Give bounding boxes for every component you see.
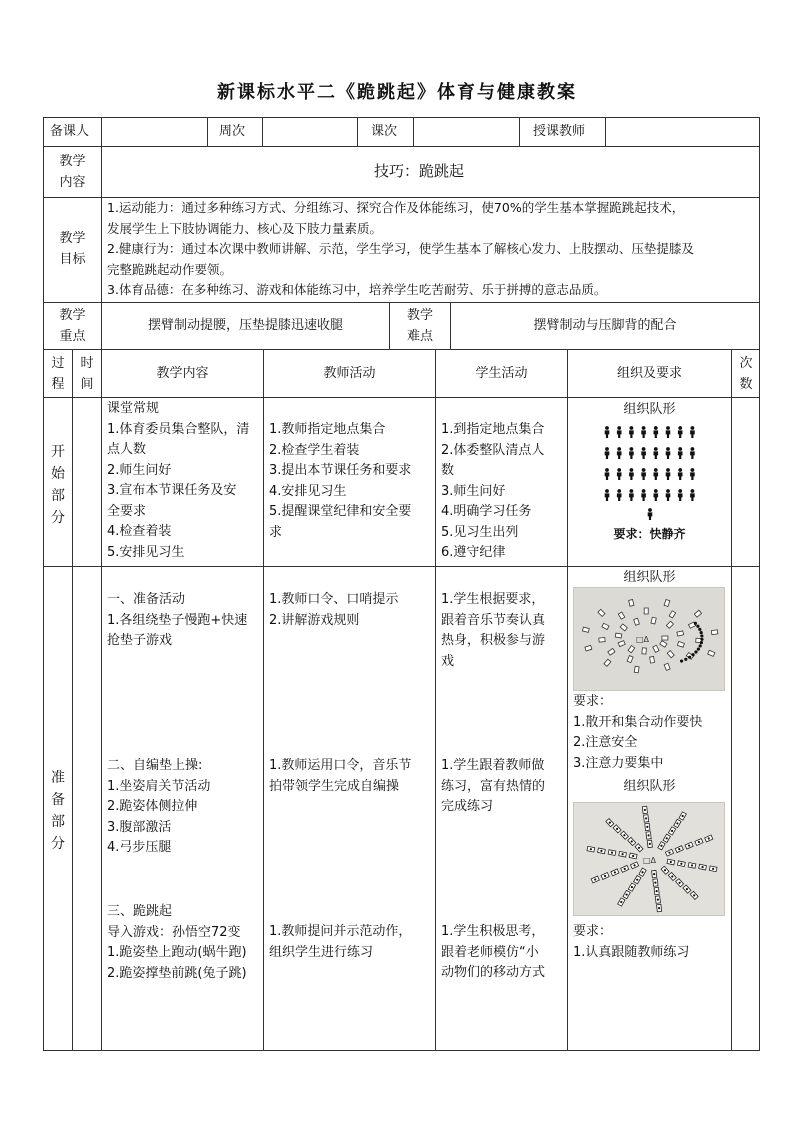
student-dot-icon <box>691 864 693 866</box>
prep-part2-teacher: 1.教师运用口令，音乐节 拍带领学生完成自编操 <box>269 758 412 794</box>
student-figure-icon <box>690 468 695 480</box>
student-figure-icon <box>654 468 659 480</box>
student-dot-icon <box>632 855 634 857</box>
student-dot-icon <box>656 890 658 892</box>
student-figure-icon <box>678 468 683 480</box>
prep-part2-content: 二、自编垫上操: 1.坐姿肩关节活动 2.跪姿体侧拉伸 3.腹部激活 4.弓步压腿 <box>107 758 211 855</box>
student-dot-icon <box>600 850 602 852</box>
student-figure-icon <box>666 468 671 480</box>
student-figure-icon <box>654 426 659 438</box>
student-figure-icon <box>629 468 634 480</box>
prep-part2-org-title: 组织队形 <box>623 779 676 794</box>
student-figure-icon <box>641 426 646 438</box>
start-org-requirement: 要求：快静齐 <box>613 527 686 541</box>
col-organization: 组织及要求 <box>616 366 682 381</box>
student-dot-icon <box>657 898 659 900</box>
student-dot-icon <box>700 634 703 637</box>
mat-icon <box>642 648 646 654</box>
start-content: 课堂常规 1.体育委员集合整队，清 点人数 2.师生问好 3.宣布本节课任务及安 全要求 4.检查着装 5.安排见习生 <box>107 401 250 560</box>
student-dot-icon <box>696 625 699 628</box>
student-dot-icon <box>693 894 695 896</box>
student-dot-icon <box>647 834 649 836</box>
student-figure-icon <box>678 447 683 459</box>
student-dot-icon <box>671 830 673 832</box>
col-student: 学生活动 <box>475 366 528 381</box>
prep-part1-requirements: 要求： 1.散开和集合动作要快 2.注意安全 3.注意力要集中 <box>573 694 703 771</box>
teacher-label: 授课教师 <box>533 124 586 139</box>
student-figure-icon <box>629 426 634 438</box>
mat-icon <box>711 630 718 635</box>
prep-section-label: 准 备 部 分 <box>51 770 65 852</box>
teacher-figure-icon <box>648 508 653 520</box>
student-figure-icon <box>690 447 695 459</box>
student-figure-icon <box>641 468 646 480</box>
col-process: 过 程 <box>51 356 65 392</box>
student-dot-icon <box>644 809 646 811</box>
difficulty-value: 摆臂制动与压脚背的配合 <box>533 318 677 333</box>
student-dot-icon <box>636 879 638 881</box>
mat-icon <box>644 608 648 614</box>
col-time: 时 间 <box>80 356 94 392</box>
student-dot-icon <box>686 888 688 890</box>
key-points-value: 摆臂制动提腰，压垫提膝迅速收腿 <box>147 318 343 333</box>
mat-icon <box>599 638 605 642</box>
teacher-value[interactable] <box>608 122 756 142</box>
student-dot-icon <box>654 881 656 883</box>
exercise-formation-photo <box>573 802 725 916</box>
start-student-activity: 1.到指定地点集合 2.体委整队清点人 数 3.师生问好 4.明确学习任务 5.见习生出列 6.遵守纪律 <box>441 422 545 560</box>
student-dot-icon <box>682 815 684 817</box>
student-dot-icon <box>604 875 606 877</box>
student-dot-icon <box>697 647 700 650</box>
col-content: 教学内容 <box>156 366 209 381</box>
student-dot-icon <box>641 871 643 873</box>
teaching-content-value: 技巧：跪跳起 <box>374 162 465 180</box>
mat-icon <box>634 666 639 673</box>
student-figure-icon <box>654 447 659 459</box>
teaching-content-label: 教学 内容 <box>59 154 86 190</box>
student-dot-icon <box>623 834 625 836</box>
student-figure-icon <box>605 468 610 480</box>
student-dot-icon <box>698 841 700 843</box>
student-figure-icon <box>617 426 622 438</box>
mat-icon <box>650 657 655 664</box>
student-figure-icon <box>666 489 671 501</box>
student-dot-icon <box>611 851 613 853</box>
prep-part1-teacher: 1.教师口令、口哨提示 2.讲解游戏规则 <box>269 592 399 628</box>
student-figure-icon <box>678 426 683 438</box>
student-dot-icon <box>633 864 635 866</box>
week-value[interactable] <box>265 122 355 142</box>
student-dot-icon <box>645 817 647 819</box>
student-figure-icon <box>605 447 610 459</box>
student-figure-icon <box>605 426 610 438</box>
student-dot-icon <box>691 653 694 656</box>
student-figure-icon <box>666 447 671 459</box>
student-dot-icon <box>694 650 697 653</box>
prep-part1-org-title: 组织队形 <box>623 570 676 585</box>
student-dot-icon <box>653 873 655 875</box>
student-figure-icon <box>605 489 610 501</box>
student-figure-icon <box>654 489 659 501</box>
student-dot-icon <box>680 659 683 662</box>
student-dot-icon <box>678 882 680 884</box>
student-figure-icon <box>617 447 622 459</box>
student-figure-icon <box>641 447 646 459</box>
col-teacher: 教师活动 <box>323 366 376 381</box>
warmup-formation-photo <box>573 587 725 691</box>
student-dot-icon <box>694 622 697 625</box>
week-label: 周次 <box>219 124 246 139</box>
student-dot-icon <box>614 871 616 873</box>
teaching-goals-text: 1.运动能力：通过多种练习方式、分组练习、探究合作及体能练习，使70%的学生基本掌握跪跳起技术， 发展学生上下肢协调能力、核心及下肢力量素质。 2.健康行为：通过本次课中教师讲解、示范，学生学习，使学生基本了解核心发力、上肢摆动、压垫提膝及 完整跪跳起动作要领。 3.体育品德：在多种练习、游戏和体能练习中，培养学生吃苦耐劳、乐于拼搏的意志品质。 <box>107 200 694 297</box>
student-dot-icon <box>670 861 672 863</box>
prep-part3-content: 三、跪跳起 导入游戏：孙悟空72变 1.跪姿垫上跑动(蜗牛跑) 2.跪姿撑垫前跳(兔子跳) <box>107 904 247 981</box>
teaching-goals-label: 教学 目标 <box>59 231 86 267</box>
start-org-title: 组织队形 <box>623 402 676 417</box>
student-dot-icon <box>646 826 648 828</box>
student-dot-icon <box>616 828 618 830</box>
student-figure-icon <box>629 489 634 501</box>
student-figure-icon <box>690 489 695 501</box>
prep-part3-teacher: 1.教师提问并示范动作， 组织学生进行练习 <box>269 924 412 960</box>
prep-part3-student: 1.学生积极思考， 跟着老师模仿“小 动物们的移动方式 <box>441 924 546 980</box>
mat-icon <box>677 631 684 636</box>
student-dot-icon <box>678 848 680 850</box>
student-dot-icon <box>590 848 592 850</box>
student-dot-icon <box>631 886 633 888</box>
student-dot-icon <box>649 843 651 845</box>
col-count: 次 数 <box>739 356 753 392</box>
center-mark-icon: □Δ <box>636 635 650 644</box>
prep-part3-requirements: 要求： 1.认真跟随教师练习 <box>573 924 690 960</box>
student-figure-icon <box>617 468 622 480</box>
prep-teacher-label: 备课人 <box>50 124 90 139</box>
student-dot-icon <box>664 869 666 871</box>
student-dot-icon <box>594 878 596 880</box>
student-dot-icon <box>688 656 691 659</box>
student-figure-icon <box>666 426 671 438</box>
student-figure-icon <box>641 489 646 501</box>
student-dot-icon <box>668 852 670 854</box>
student-dot-icon <box>624 868 626 870</box>
student-dot-icon <box>631 840 633 842</box>
student-dot-icon <box>660 845 662 847</box>
start-teacher-activity: 1.教师指定地点集合 2.检查学生着装 3.提出本节课任务和要求 4.安排见习生 5.提醒课堂纪律和安全要 求 <box>269 422 412 540</box>
student-dot-icon <box>701 866 703 868</box>
student-dot-icon <box>684 658 687 661</box>
start-section-label: 开 始 部 分 <box>51 444 65 526</box>
student-dot-icon <box>700 638 703 641</box>
mat-icon <box>629 599 634 606</box>
student-dot-icon <box>708 837 710 839</box>
student-dot-icon <box>638 847 640 849</box>
student-dot-icon <box>700 641 703 644</box>
student-figure-icon <box>690 426 695 438</box>
student-dot-icon <box>698 628 701 631</box>
student-dot-icon <box>700 631 703 634</box>
lesson-number-value[interactable] <box>416 122 516 142</box>
student-dot-icon <box>676 822 678 824</box>
difficulty-label: 教学 难点 <box>406 308 433 344</box>
student-figure-icon <box>678 489 683 501</box>
student-dot-icon <box>621 853 623 855</box>
mat-icon <box>651 617 656 624</box>
student-dot-icon <box>626 893 628 895</box>
prep-part1-content: 一、准备活动 1.各组绕垫子慢跑+快速 抢垫子游戏 <box>107 592 248 648</box>
student-dot-icon <box>680 863 682 865</box>
student-dot-icon <box>609 822 611 824</box>
student-dot-icon <box>699 644 702 647</box>
student-dot-icon <box>671 875 673 877</box>
prep-part1-student: 1.学生根据要求， 跟着音乐节奏认真 热身，积极参与游 戏 <box>441 592 546 669</box>
student-dot-icon <box>688 844 690 846</box>
mat-icon <box>582 627 589 632</box>
formation-diagram <box>600 420 700 520</box>
page-title: 新课标水平二《跪跳起》体育与健康教案 <box>217 82 577 103</box>
mat-icon <box>662 636 668 640</box>
center-mark-icon: □Δ <box>643 856 657 865</box>
prep-teacher-value[interactable] <box>104 122 204 142</box>
key-points-label: 教学 重点 <box>59 308 86 344</box>
student-dot-icon <box>712 868 714 870</box>
student-figure-icon <box>617 489 622 501</box>
student-dot-icon <box>620 901 622 903</box>
student-dot-icon <box>666 837 668 839</box>
student-dot-icon <box>658 907 660 909</box>
prep-part2-student: 1.学生跟着教师做 练习，富有热情的 完成练习 <box>441 758 546 814</box>
student-figure-icon <box>629 447 634 459</box>
mat-icon <box>615 633 622 638</box>
lesson-number-label: 课次 <box>371 124 398 139</box>
